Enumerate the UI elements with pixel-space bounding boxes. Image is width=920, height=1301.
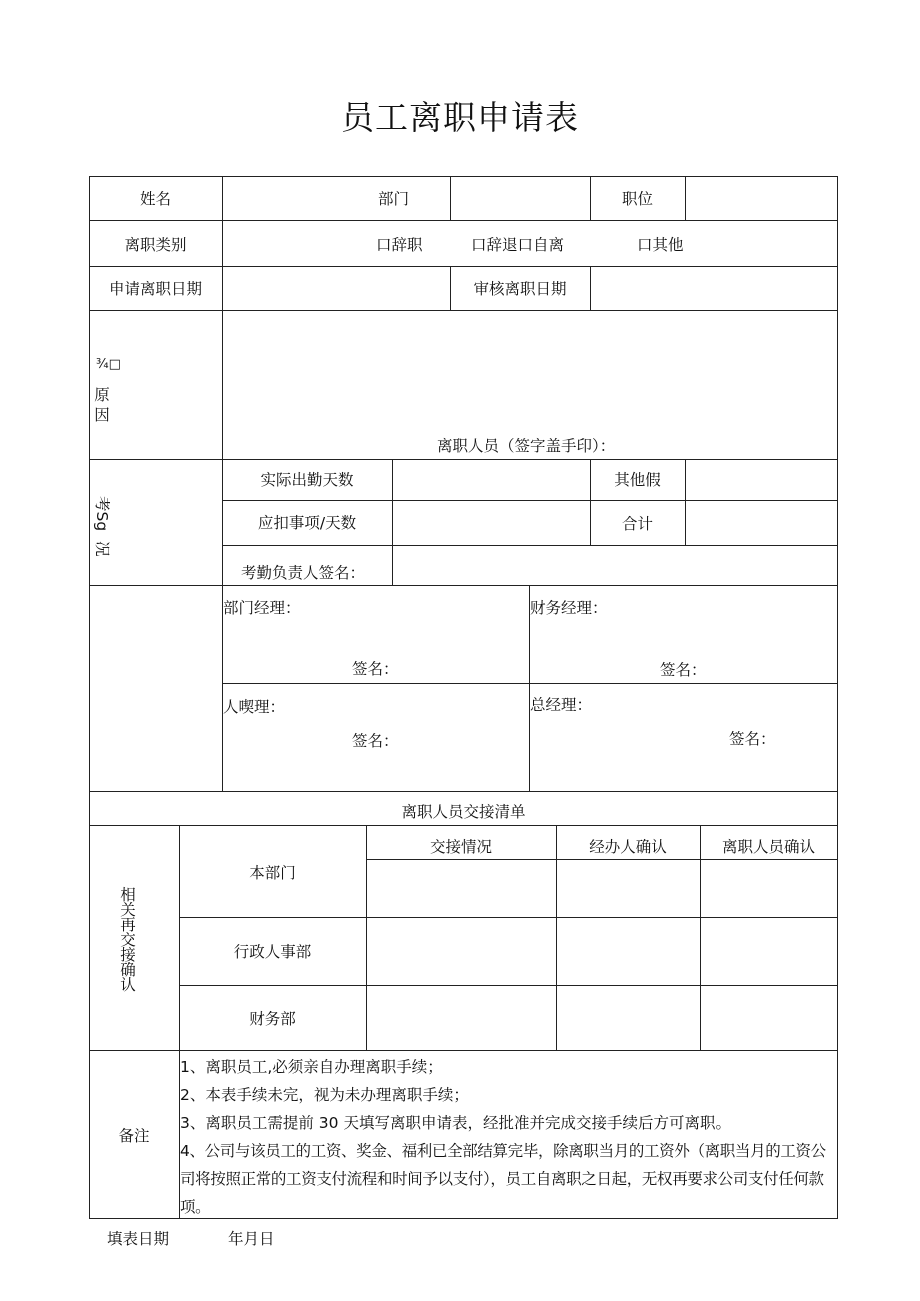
deduction-label: 应扣事项/天数 — [257, 514, 357, 532]
category-option-resign[interactable]: 口辞职 — [376, 236, 423, 254]
row-divider — [366, 859, 838, 860]
handover-side-label: 相关再交接确认 — [120, 886, 136, 994]
handover-row-label: 财务部 — [249, 1010, 296, 1028]
row-divider — [89, 791, 838, 792]
row-divider — [179, 985, 838, 986]
remarks-label: 备注 — [118, 1127, 150, 1145]
category-option-other[interactable]: 口其他 — [637, 236, 684, 254]
general-manager-label: 总经理： — [530, 696, 593, 714]
apply-date-label: 申请离职日期 — [108, 280, 202, 298]
remark-item: 4、公司与该员工的工资、奖金、福利已全部结算完毕，除离职当月的工资外（离职当月的工资公司将按照正常的工资支付流程和时间予以支付），员工自离职之日起，无权再要求公司支付任何款项。 — [180, 1142, 826, 1216]
attendance-manager-sign-label: 考勤负责人签名： — [241, 564, 366, 582]
finance-manager-label: 财务经理： — [530, 599, 608, 617]
table-border-left — [89, 176, 90, 1219]
col-header-handler: 经办人确认 — [589, 838, 667, 856]
row-divider — [222, 683, 838, 684]
row-divider — [89, 1050, 838, 1051]
dept-label: 部门 — [378, 190, 410, 208]
handover-row-label: 行政人事部 — [233, 943, 312, 961]
category-option-dismiss[interactable]: 口辞退口自离 — [471, 236, 565, 254]
category-label: 离职类别 — [124, 236, 187, 254]
handover-row-label: 本部门 — [249, 864, 296, 882]
remark-item: 3、离职员工需提前 30 天填写离职申请表，经批准并完成交接手续后方可离职。 — [180, 1114, 731, 1132]
total-label: 合计 — [621, 515, 653, 533]
other-leave-label: 其他假 — [614, 471, 661, 489]
col-divider — [450, 176, 451, 221]
row-divider — [89, 585, 838, 586]
remark-item: 2、本表手续未完，视为未办理离职手续； — [180, 1086, 469, 1104]
col-divider — [392, 459, 393, 586]
row-divider — [89, 310, 838, 311]
col-header-resignee: 离职人员确认 — [721, 838, 815, 856]
attendance-side-label: 考Sg — [93, 496, 111, 532]
actual-days-label: 实际出勤天数 — [260, 471, 354, 489]
handover-title: 离职人员交接清单 — [401, 803, 526, 821]
col-divider — [685, 176, 686, 221]
fill-date-label: 填表日期 — [107, 1230, 170, 1248]
attendance-side-label-2: 况 — [93, 541, 111, 557]
dept-manager-sign-label: 签名： — [352, 660, 399, 678]
col-divider — [590, 266, 591, 311]
row-divider — [89, 220, 838, 221]
remark-item: 1、离职员工,必须亲自办理离职手续； — [180, 1058, 443, 1076]
hr-label: 人喫理： — [223, 698, 286, 716]
dept-manager-label: 部门经理： — [223, 599, 301, 617]
reason-side-label-2: 原因 — [94, 386, 110, 424]
row-divider — [89, 459, 838, 460]
finance-manager-sign-label: 签名： — [660, 661, 707, 679]
col-header-status: 交接情况 — [429, 838, 492, 856]
col-divider — [556, 825, 557, 1051]
page-title: 员工离职申请表 — [341, 98, 579, 137]
resignee-signature-label: 离职人员（签字盖手印）： — [437, 437, 616, 455]
hr-sign-label: 签名： — [352, 732, 399, 750]
col-divider — [366, 825, 367, 1051]
row-divider — [89, 266, 838, 267]
row-divider — [179, 917, 838, 918]
table-border-top — [89, 176, 838, 177]
position-label: 职位 — [621, 190, 653, 208]
row-divider — [89, 825, 838, 826]
col-divider — [685, 459, 686, 546]
reason-side-label: ¾□ — [96, 357, 121, 372]
row-divider — [222, 545, 838, 546]
general-manager-sign-label: 签名： — [729, 730, 776, 748]
row-divider — [222, 500, 838, 501]
review-date-label: 审核离职日期 — [473, 280, 567, 298]
col-divider — [700, 825, 701, 1051]
name-label: 姓名 — [139, 190, 171, 208]
fill-date-format: 年月日 — [228, 1230, 275, 1248]
